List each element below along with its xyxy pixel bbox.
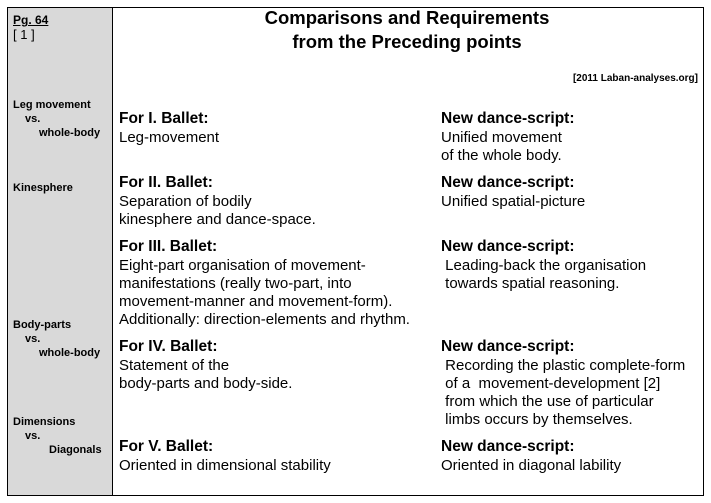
page-title	[112, 6, 702, 54]
left-text: Separation of bodily	[119, 193, 252, 210]
right-heading: New dance-script:	[441, 438, 575, 455]
left-text: Oriented in dimensional stability	[119, 457, 331, 474]
side-label: Kinesphere	[13, 182, 73, 194]
right-text: limbs occurs by themselves.	[441, 411, 633, 428]
side-label: vs.	[25, 333, 41, 345]
title-line: from the Preceding points	[292, 31, 522, 52]
left-heading: For IV. Ballet:	[119, 338, 218, 355]
left-text: Eight-part organisation of movement-	[119, 257, 366, 274]
side-label: vs.	[25, 113, 41, 125]
side-label: Dimensions	[13, 416, 76, 428]
left-text: kinesphere and dance-space.	[119, 211, 316, 228]
left-text: Additionally: direction-elements and rhythm.	[119, 311, 410, 328]
right-heading: New dance-script:	[441, 174, 575, 191]
left-text: Leg-movement	[119, 129, 220, 146]
left-heading: For V. Ballet:	[119, 438, 214, 455]
left-text: body-parts and body-side.	[119, 375, 293, 392]
left-heading: For III. Ballet:	[119, 238, 218, 255]
left-heading: For II. Ballet:	[119, 174, 213, 191]
right-heading: New dance-script:	[441, 110, 575, 127]
right-text: of the whole body.	[441, 147, 562, 164]
credit: [2011 Laban-analyses.org]	[572, 73, 698, 84]
title-line: Comparisons and Requirements	[264, 7, 550, 28]
left-text: movement-manner and movement-form).	[119, 293, 393, 310]
side-label: Leg movement	[13, 99, 91, 111]
right-text: Oriented in diagonal lability	[441, 457, 622, 474]
right-heading: New dance-script:	[441, 338, 575, 355]
right-heading: New dance-script:	[441, 238, 575, 255]
page-number: Pg. 64	[13, 13, 49, 27]
right-text: from which the use of particular	[441, 393, 654, 410]
side-label: vs.	[25, 430, 41, 442]
side-label: whole-body	[39, 127, 101, 139]
right-text: Unified spatial-picture	[441, 193, 586, 210]
right-text: Recording the plastic complete-form	[441, 357, 686, 374]
left-text: manifestations (really two-part, into	[119, 275, 352, 292]
page-index: [ 1 ]	[13, 27, 35, 42]
left-text: Statement of the	[119, 357, 230, 374]
side-label: Body-parts	[13, 319, 72, 331]
left-heading: For I. Ballet:	[119, 110, 209, 127]
side-label: Diagonals	[49, 444, 102, 456]
side-label: whole-body	[39, 347, 101, 359]
right-text: Leading-back the organisation	[441, 257, 647, 274]
right-text: towards spatial reasoning.	[441, 275, 620, 292]
right-text: of a movement-development [2]	[441, 375, 661, 392]
right-text: Unified movement	[441, 129, 562, 146]
